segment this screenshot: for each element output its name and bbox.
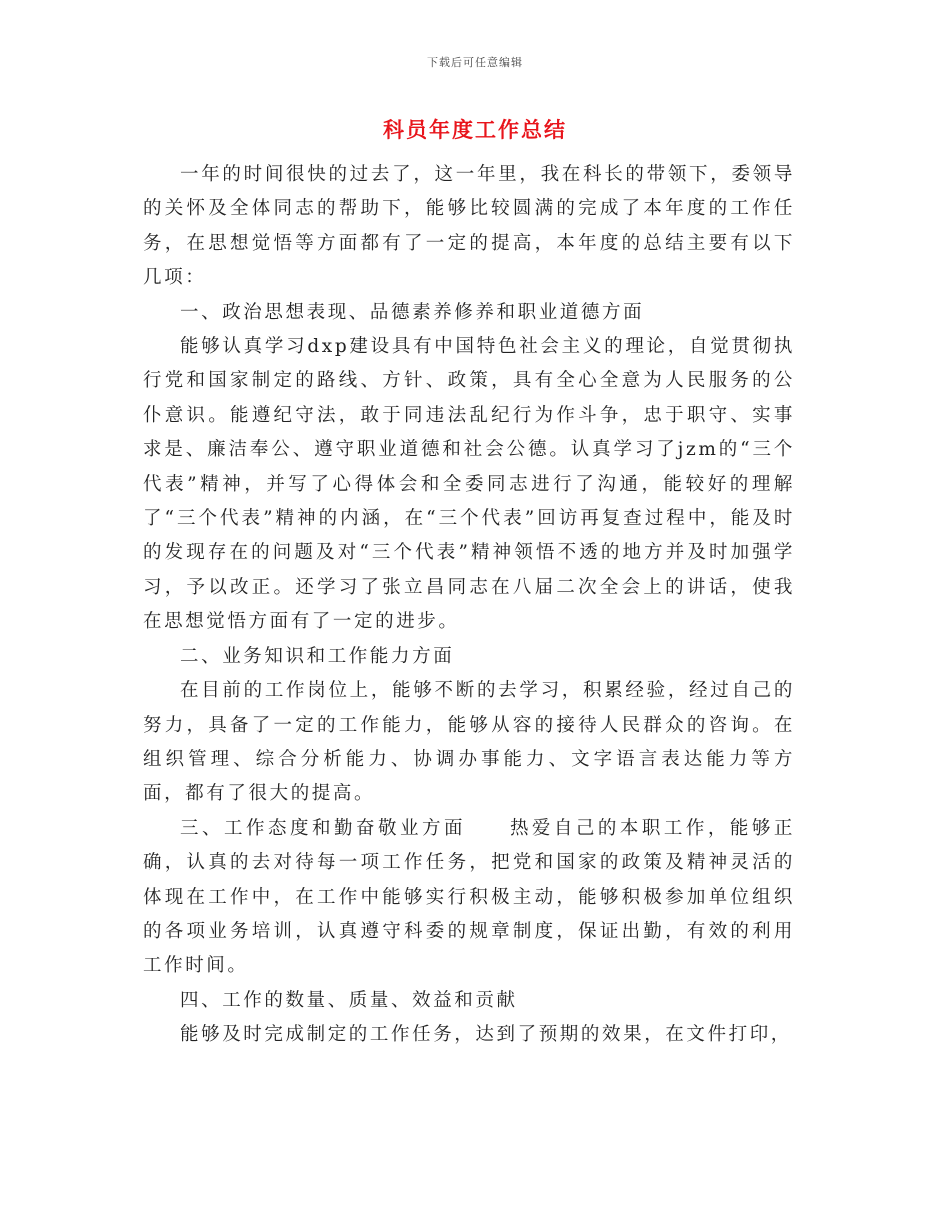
document-title: 科员年度工作总结 [383, 117, 567, 142]
document-body [143, 158, 795, 1053]
attitude-paragraph: 三、工作态度和勤奋敬业方面 热爱自己的本职工作，能够正确，认真的去对待每一项工作任务，把党和国家的政策及精神灵活的体现在工作中，在工作中能够实行积极主动，能够积极参加单位组织的各项业务培训，认真遵守科委的规章制度，保证出勤，有效的利用工作时间。 [143, 817, 795, 977]
business-paragraph: 在目前的工作岗位上，能够不断的去学习，积累经验，经过自己的努力，具备了一定的工作能力，能够从容的接待人民群众的咨询。在组织管理、综合分析能力、协调办事能力、文字语言表达能力等方面，都有了很大的提高。 [143, 680, 795, 805]
section-heading-political: 一、政治思想表现、品德素养修养和职业道德方面 [180, 301, 645, 323]
intro-paragraph: 一年的时间很快的过去了，这一年里，我在科长的带领下，委领导的关怀及全体同志的帮助下，能够比较圆满的完成了本年度的工作任务，在思想觉悟等方面都有了一定的提高，本年度的总结主要有以下几项： [143, 164, 795, 289]
section-heading-output: 四、工作的数量、质量、效益和贡献 [180, 989, 518, 1011]
output-paragraph: 能够及时完成制定的工作任务，达到了预期的效果，在文件打印， [180, 1024, 792, 1046]
page-header-note: 下载后可任意编辑 [427, 56, 523, 69]
political-paragraph: 能够认真学习dxp建设具有中国特色社会主义的理论，自觉贯彻执行党和国家制定的路线、方针、政策，具有全心全意为人民服务的公仆意识。能遵纪守法，敢于同违法乱纪行为作斗争，忠于职守、实事求是、廉洁奉公、遵守职业道德和社会公德。认真学习了jzm的“三个代表”精神，并写了心得体会和全委同志进行了沟通，能较好的理解了“三个代表”精神的内涵，在“三个代表”回访再复查过程中，能及时的发现存在的问题及对“三个代表”精神领悟不透的地方并及时加强学习，予以改正。还学习了张立昌同志在八届二次全会上的讲话，使我在思想觉悟方面有了一定的进步。 [143, 336, 795, 633]
section-heading-business: 二、业务知识和工作能力方面 [180, 645, 455, 667]
